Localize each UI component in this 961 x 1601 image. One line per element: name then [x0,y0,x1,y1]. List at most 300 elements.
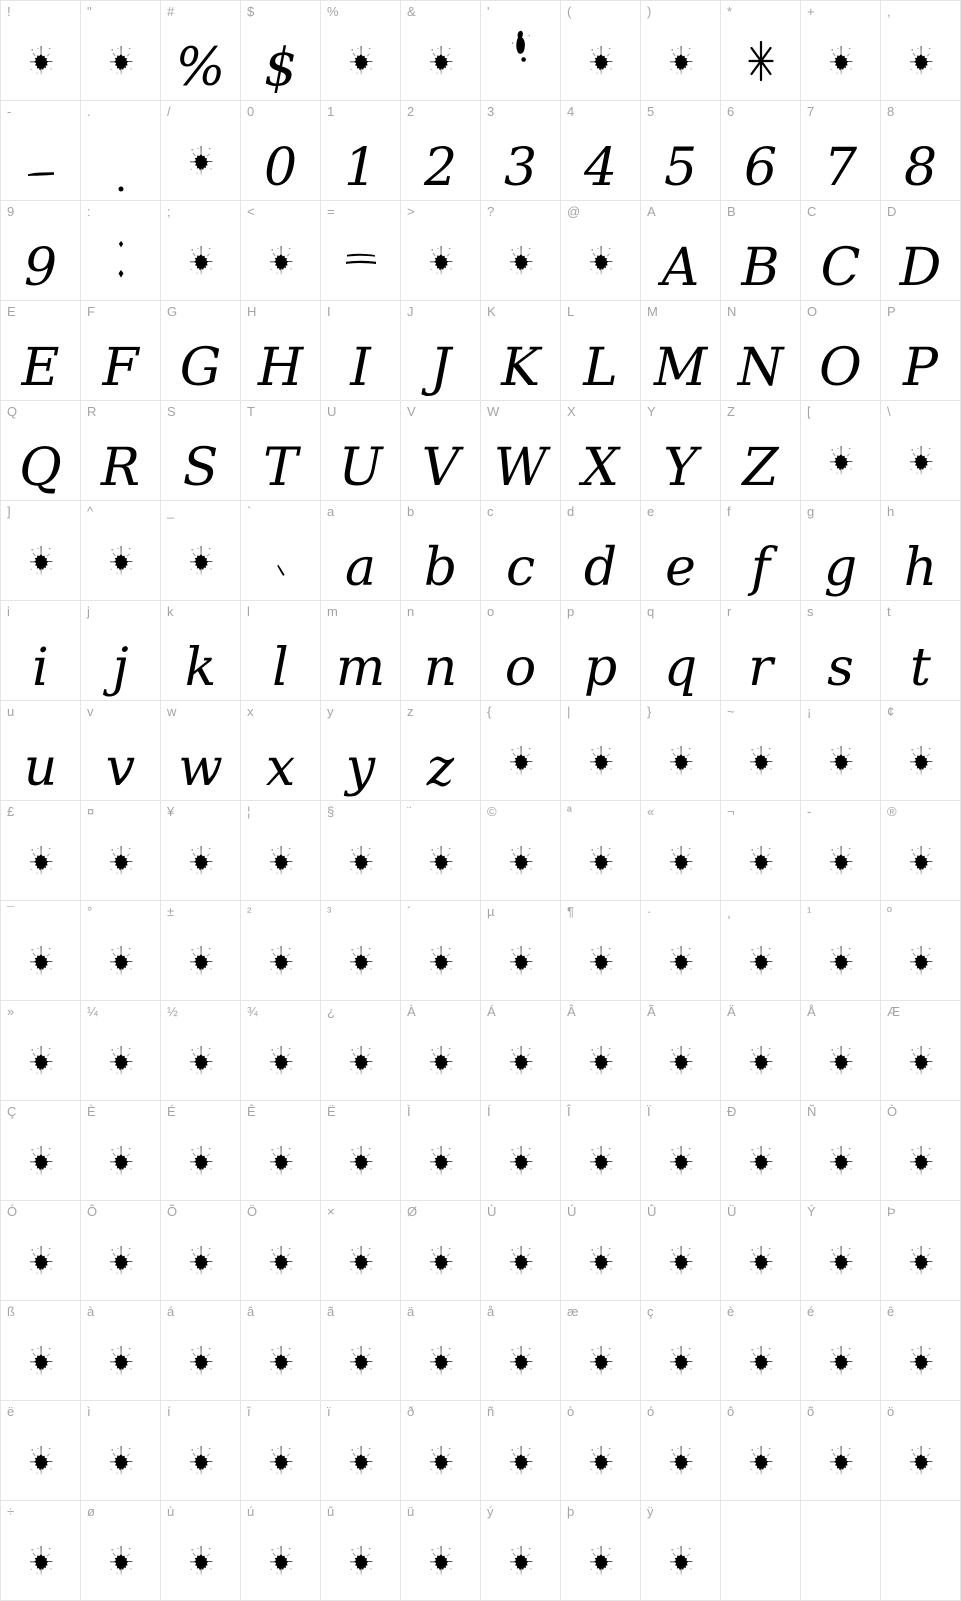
character-glyph: 4 [583,138,618,198]
ink-splat-glyph [401,1242,480,1276]
ink-splat-glyph [881,1242,960,1276]
hyphen-glyph [1,167,80,179]
ink-splat-glyph [881,442,960,476]
cell-label: ò [567,1404,575,1419]
glyph-cell [321,1501,401,1601]
cell-label: æ [567,1304,579,1319]
cell-label: - [7,104,12,119]
character-glyph: 1 [343,138,378,198]
cell-label: ! [7,4,11,19]
character-glyph: R [100,438,141,498]
ink-splat-glyph [241,1442,320,1476]
glyph-cell [1,1201,81,1301]
cell-label: V [407,404,416,419]
ink-splat-glyph [161,242,240,276]
cell-label: ä [407,1304,415,1319]
glyph-cell [881,201,961,301]
cell-label: â [247,1304,255,1319]
character-glyph: Y [663,438,698,498]
cell-label: L [567,304,575,319]
cell-label: £ [7,804,15,819]
glyph-cell [801,101,881,201]
ink-splat-glyph [881,942,960,976]
ink-splat-glyph [81,1242,160,1276]
glyph-cell [801,601,881,701]
glyph-cell [241,601,321,701]
cell-label: q [647,604,655,619]
glyph-cell [321,401,401,501]
cell-label: / [167,104,171,119]
glyph-cell [401,201,481,301]
glyph-cell [81,701,161,801]
ink-splat-glyph [881,1142,960,1176]
cell-label: $ [247,4,255,19]
ink-splat-glyph [401,242,480,276]
ink-splat-glyph [561,742,640,776]
glyph-cell [241,1501,321,1601]
character-glyph: D [899,238,942,298]
cell-label: 4 [567,104,575,119]
ink-splat-glyph [641,1342,720,1376]
glyph-cell [241,501,321,601]
glyph-cell [161,101,241,201]
cell-label: + [807,4,815,19]
glyph-cell [321,1301,401,1401]
character-glyph: o [504,638,537,698]
character-glyph: t [910,638,931,698]
glyph-cell [321,301,401,401]
ink-splat-glyph [641,742,720,776]
empty-cell [801,1501,881,1601]
cell-label: ² [247,904,252,919]
cell-label: ç [647,1304,654,1319]
glyph-cell [321,1,401,101]
ink-splat-glyph [401,42,480,76]
cell-label: : [87,204,91,219]
cell-label: 8 [887,104,895,119]
ink-splat-glyph [321,942,400,976]
ink-splat-glyph [241,1542,320,1576]
cell-label: > [407,204,415,219]
glyph-cell [1,901,81,1001]
glyph-cell [721,1001,801,1101]
ink-splat-glyph [321,1242,400,1276]
cell-label: p [567,604,575,619]
cell-label: Ô [87,1204,98,1219]
glyph-cell [481,401,561,501]
cell-label: ß [7,1304,15,1319]
cell-label: È [87,1104,96,1119]
glyph-cell [81,401,161,501]
glyph-cell [721,801,801,901]
glyph-cell [641,301,721,401]
glyph-cell [561,801,641,901]
glyph-cell [1,501,81,601]
character-glyph: d [583,538,618,598]
glyph-cell [481,601,561,701]
ink-splat-glyph [81,542,160,576]
ink-splat-glyph [801,942,880,976]
glyph-cell [801,801,881,901]
glyph-cell [321,601,401,701]
character-glyph: N [737,338,784,398]
character-glyph: p [583,638,618,698]
cell-label: ï [327,1404,331,1419]
ink-splat-glyph [241,1242,320,1276]
cell-label: ] [7,504,11,519]
ink-splat-glyph [641,1142,720,1176]
glyph-cell [561,601,641,701]
ink-splat-glyph [161,1542,240,1576]
cell-label: 6 [727,104,735,119]
ink-splat-glyph [641,1542,720,1576]
glyph-cell [481,1501,561,1601]
glyph-cell [641,1301,721,1401]
cell-label: ¯ [7,904,15,919]
glyph-cell [801,1201,881,1301]
glyph-cell [1,301,81,401]
cell-label: M [647,304,658,319]
glyph-cell [561,301,641,401]
cell-label: C [807,204,817,219]
glyph-cell [881,901,961,1001]
cell-label: ø [87,1504,95,1519]
ink-splat-glyph [241,942,320,976]
ink-splat-glyph [561,242,640,276]
cell-label: W [487,404,500,419]
glyph-cell [241,801,321,901]
ink-splat-glyph [721,1242,800,1276]
character-glyph: 6 [743,138,778,198]
cell-label: © [487,804,497,819]
ink-splat-glyph [641,942,720,976]
ink-splat-glyph [801,842,880,876]
glyph-cell [481,1301,561,1401]
cell-label: ± [167,904,175,919]
cell-label: Þ [887,1204,896,1219]
empty-cell [721,1501,801,1601]
cell-label: ( [567,4,572,19]
ink-splat-glyph [401,942,480,976]
character-glyph: E [21,338,60,398]
asterisk-glyph [721,39,800,83]
cell-label: ¸ [727,904,732,919]
character-glyph: 5 [663,138,698,198]
cell-label: ë [7,1404,15,1419]
ink-splat-glyph [881,742,960,776]
glyph-cell [801,401,881,501]
glyph-cell [161,1201,241,1301]
cell-label: ê [887,1304,895,1319]
cell-label: " [87,4,92,19]
cell-label: ¦ [247,804,251,819]
glyph-cell [81,601,161,701]
glyph-cell [801,501,881,601]
character-glyph: w [178,738,223,798]
cell-label: ô [727,1404,735,1419]
character-glyph: S [182,438,219,498]
glyph-cell [401,1301,481,1401]
cell-label: « [647,804,655,819]
character-glyph: e [665,538,696,598]
glyph-cell [641,1401,721,1501]
period-glyph [81,185,160,193]
ink-blob-glyph [481,29,560,77]
ink-splat-glyph [481,1242,560,1276]
character-glyph: u [23,738,58,798]
cell-label: T [247,404,255,419]
cell-label: ý [487,1504,494,1519]
glyph-cell [321,1401,401,1501]
cell-label: . [87,104,91,119]
glyph-cell [561,201,641,301]
character-glyph: Q [19,438,62,498]
ink-splat-glyph [241,1142,320,1176]
glyph-cell [721,401,801,501]
ink-splat-glyph [721,942,800,976]
character-glyph: v [105,738,136,798]
glyph-cell [401,401,481,501]
character-glyph: L [583,338,618,398]
ink-splat-glyph [881,1442,960,1476]
ink-splat-glyph [161,142,240,176]
cell-label: Ï [647,1104,651,1119]
cell-label: Å [807,1004,816,1019]
glyph-cell [81,1401,161,1501]
cell-label: 5 [647,104,655,119]
character-glyph: F [102,338,139,398]
cell-label: @ [567,204,581,219]
ink-splat-glyph [721,1442,800,1476]
cell-label: ¼ [87,1004,98,1019]
cell-label: ù [167,1504,175,1519]
cell-label: Ø [407,1204,418,1219]
glyph-cell [241,1301,321,1401]
cell-label: Ý [807,1204,816,1219]
glyph-cell [481,301,561,401]
character-glyph: $ [263,38,298,98]
glyph-cell [721,1401,801,1501]
glyph-cell [561,1,641,101]
ink-splat-glyph [881,42,960,76]
character-glyph: U [338,438,383,498]
ink-splat-glyph [721,742,800,776]
ink-splat-glyph [401,1342,480,1376]
glyph-cell [481,1401,561,1501]
cell-label: Ð [727,1104,737,1119]
cell-label: ¡ [807,704,812,719]
cell-label: f [727,504,731,519]
glyph-cell [1,801,81,901]
ink-splat-glyph [641,42,720,76]
cell-label: # [167,4,175,19]
glyph-cell [161,301,241,401]
glyph-cell [161,1301,241,1401]
cell-label: ¨ [407,804,412,819]
glyph-cell [801,1401,881,1501]
ink-splat-glyph [721,842,800,876]
cell-label: ì [87,1404,91,1419]
cell-label: - [807,804,812,819]
cell-label: E [7,304,16,319]
glyph-cell [81,301,161,401]
ink-splat-glyph [481,842,560,876]
glyph-cell [401,1,481,101]
character-glyph: g [823,538,858,598]
cell-label: ÿ [647,1504,654,1519]
ink-splat-glyph [241,842,320,876]
glyph-cell [1,1401,81,1501]
glyph-cell [881,401,961,501]
glyph-cell [641,901,721,1001]
cell-label: ¢ [887,704,895,719]
ink-splat-glyph [561,1142,640,1176]
glyph-cell [161,601,241,701]
glyph-cell [1,1101,81,1201]
colon-glyph [81,239,160,281]
glyph-cell [561,101,641,201]
ink-splat-glyph [801,1242,880,1276]
cell-label: ¥ [167,804,175,819]
glyph-cell [561,401,641,501]
cell-label: _ [167,504,175,519]
character-glyph: V [421,438,460,498]
glyph-cell [641,701,721,801]
cell-label: ¶ [567,904,574,919]
ink-splat-glyph [481,1542,560,1576]
character-glyph: z [426,738,455,798]
cell-label: k [167,604,174,619]
character-glyph: j [112,638,129,698]
ink-splat-glyph [481,742,560,776]
cell-label: w [167,704,177,719]
glyph-cell [481,1,561,101]
cell-label: K [487,304,496,319]
glyph-cell [561,1001,641,1101]
cell-label: ã [327,1304,335,1319]
ink-splat-glyph [561,42,640,76]
glyph-cell [161,1401,241,1501]
glyph-cell [721,101,801,201]
glyph-cell [721,901,801,1001]
cell-label: ñ [487,1404,495,1419]
cell-label: Ä [727,1004,736,1019]
glyph-cell [241,1,321,101]
cell-label: 2 [407,104,415,119]
cell-label: A [647,204,656,219]
glyph-cell [801,1301,881,1401]
glyph-cell [881,601,961,701]
ink-splat-glyph [561,1042,640,1076]
cell-label: × [327,1204,335,1219]
cell-label: e [647,504,655,519]
character-glyph: s [827,638,854,698]
cell-label: Ê [247,1104,256,1119]
cell-label: þ [567,1504,575,1519]
cell-label: ¤ [87,804,95,819]
cell-label: ` [247,504,252,519]
character-glyph: P [903,338,938,398]
glyph-cell [561,1301,641,1401]
glyph-cell [81,1301,161,1401]
cell-label: s [807,604,814,619]
ink-splat-glyph [481,1042,560,1076]
glyph-cell [481,901,561,1001]
ink-splat-glyph [1,1142,80,1176]
character-glyph: K [501,338,540,398]
cell-label: Á [487,1004,496,1019]
glyph-cell [561,1201,641,1301]
cell-label: ü [407,1504,415,1519]
character-glyph: m [335,638,386,698]
cell-label: m [327,604,338,619]
character-glyph: 8 [903,138,938,198]
ink-splat-glyph [401,1442,480,1476]
glyph-cell [161,1,241,101]
cell-label: z [407,704,414,719]
ink-splat-glyph [81,1542,160,1576]
ink-splat-glyph [321,1342,400,1376]
ink-splat-glyph [1,42,80,76]
cell-label: y [327,704,334,719]
ink-splat-glyph [161,1242,240,1276]
cell-label: ú [247,1504,255,1519]
glyph-cell [1,1301,81,1401]
glyph-cell [321,1201,401,1301]
glyph-cell [641,401,721,501]
glyph-cell [401,1101,481,1201]
glyph-cell [481,101,561,201]
cell-label: Ü [727,1204,737,1219]
glyph-cell [81,501,161,601]
cell-label: < [247,204,255,219]
glyph-cell [721,1,801,101]
glyph-cell [641,1201,721,1301]
ink-splat-glyph [561,1242,640,1276]
ink-splat-glyph [481,1142,560,1176]
character-glyph: G [179,338,222,398]
equals-glyph [321,249,400,269]
cell-label: O [807,304,818,319]
glyph-cell [1,1,81,101]
cell-label: ° [87,904,93,919]
ink-splat-glyph [161,1342,240,1376]
cell-label: Q [7,404,18,419]
glyph-cell [721,601,801,701]
ink-splat-glyph [241,1042,320,1076]
glyph-cell [321,901,401,1001]
character-glyph: 2 [423,138,458,198]
glyph-cell [881,1,961,101]
character-glyph: c [505,538,536,598]
cell-label: § [327,804,335,819]
ink-splat-glyph [81,1042,160,1076]
cell-label: 0 [247,104,255,119]
glyph-cell [321,201,401,301]
character-glyph: y [345,738,376,798]
ink-splat-glyph [321,1142,400,1176]
glyph-cell [481,1101,561,1201]
cell-label: ® [887,804,897,819]
cell-label: 1 [327,104,335,119]
glyph-cell [161,801,241,901]
glyph-cell [881,1401,961,1501]
cell-label: Õ [167,1204,178,1219]
glyph-cell [1,701,81,801]
cell-label: ¾ [247,1004,258,1019]
ink-splat-glyph [321,1542,400,1576]
glyph-cell [721,701,801,801]
